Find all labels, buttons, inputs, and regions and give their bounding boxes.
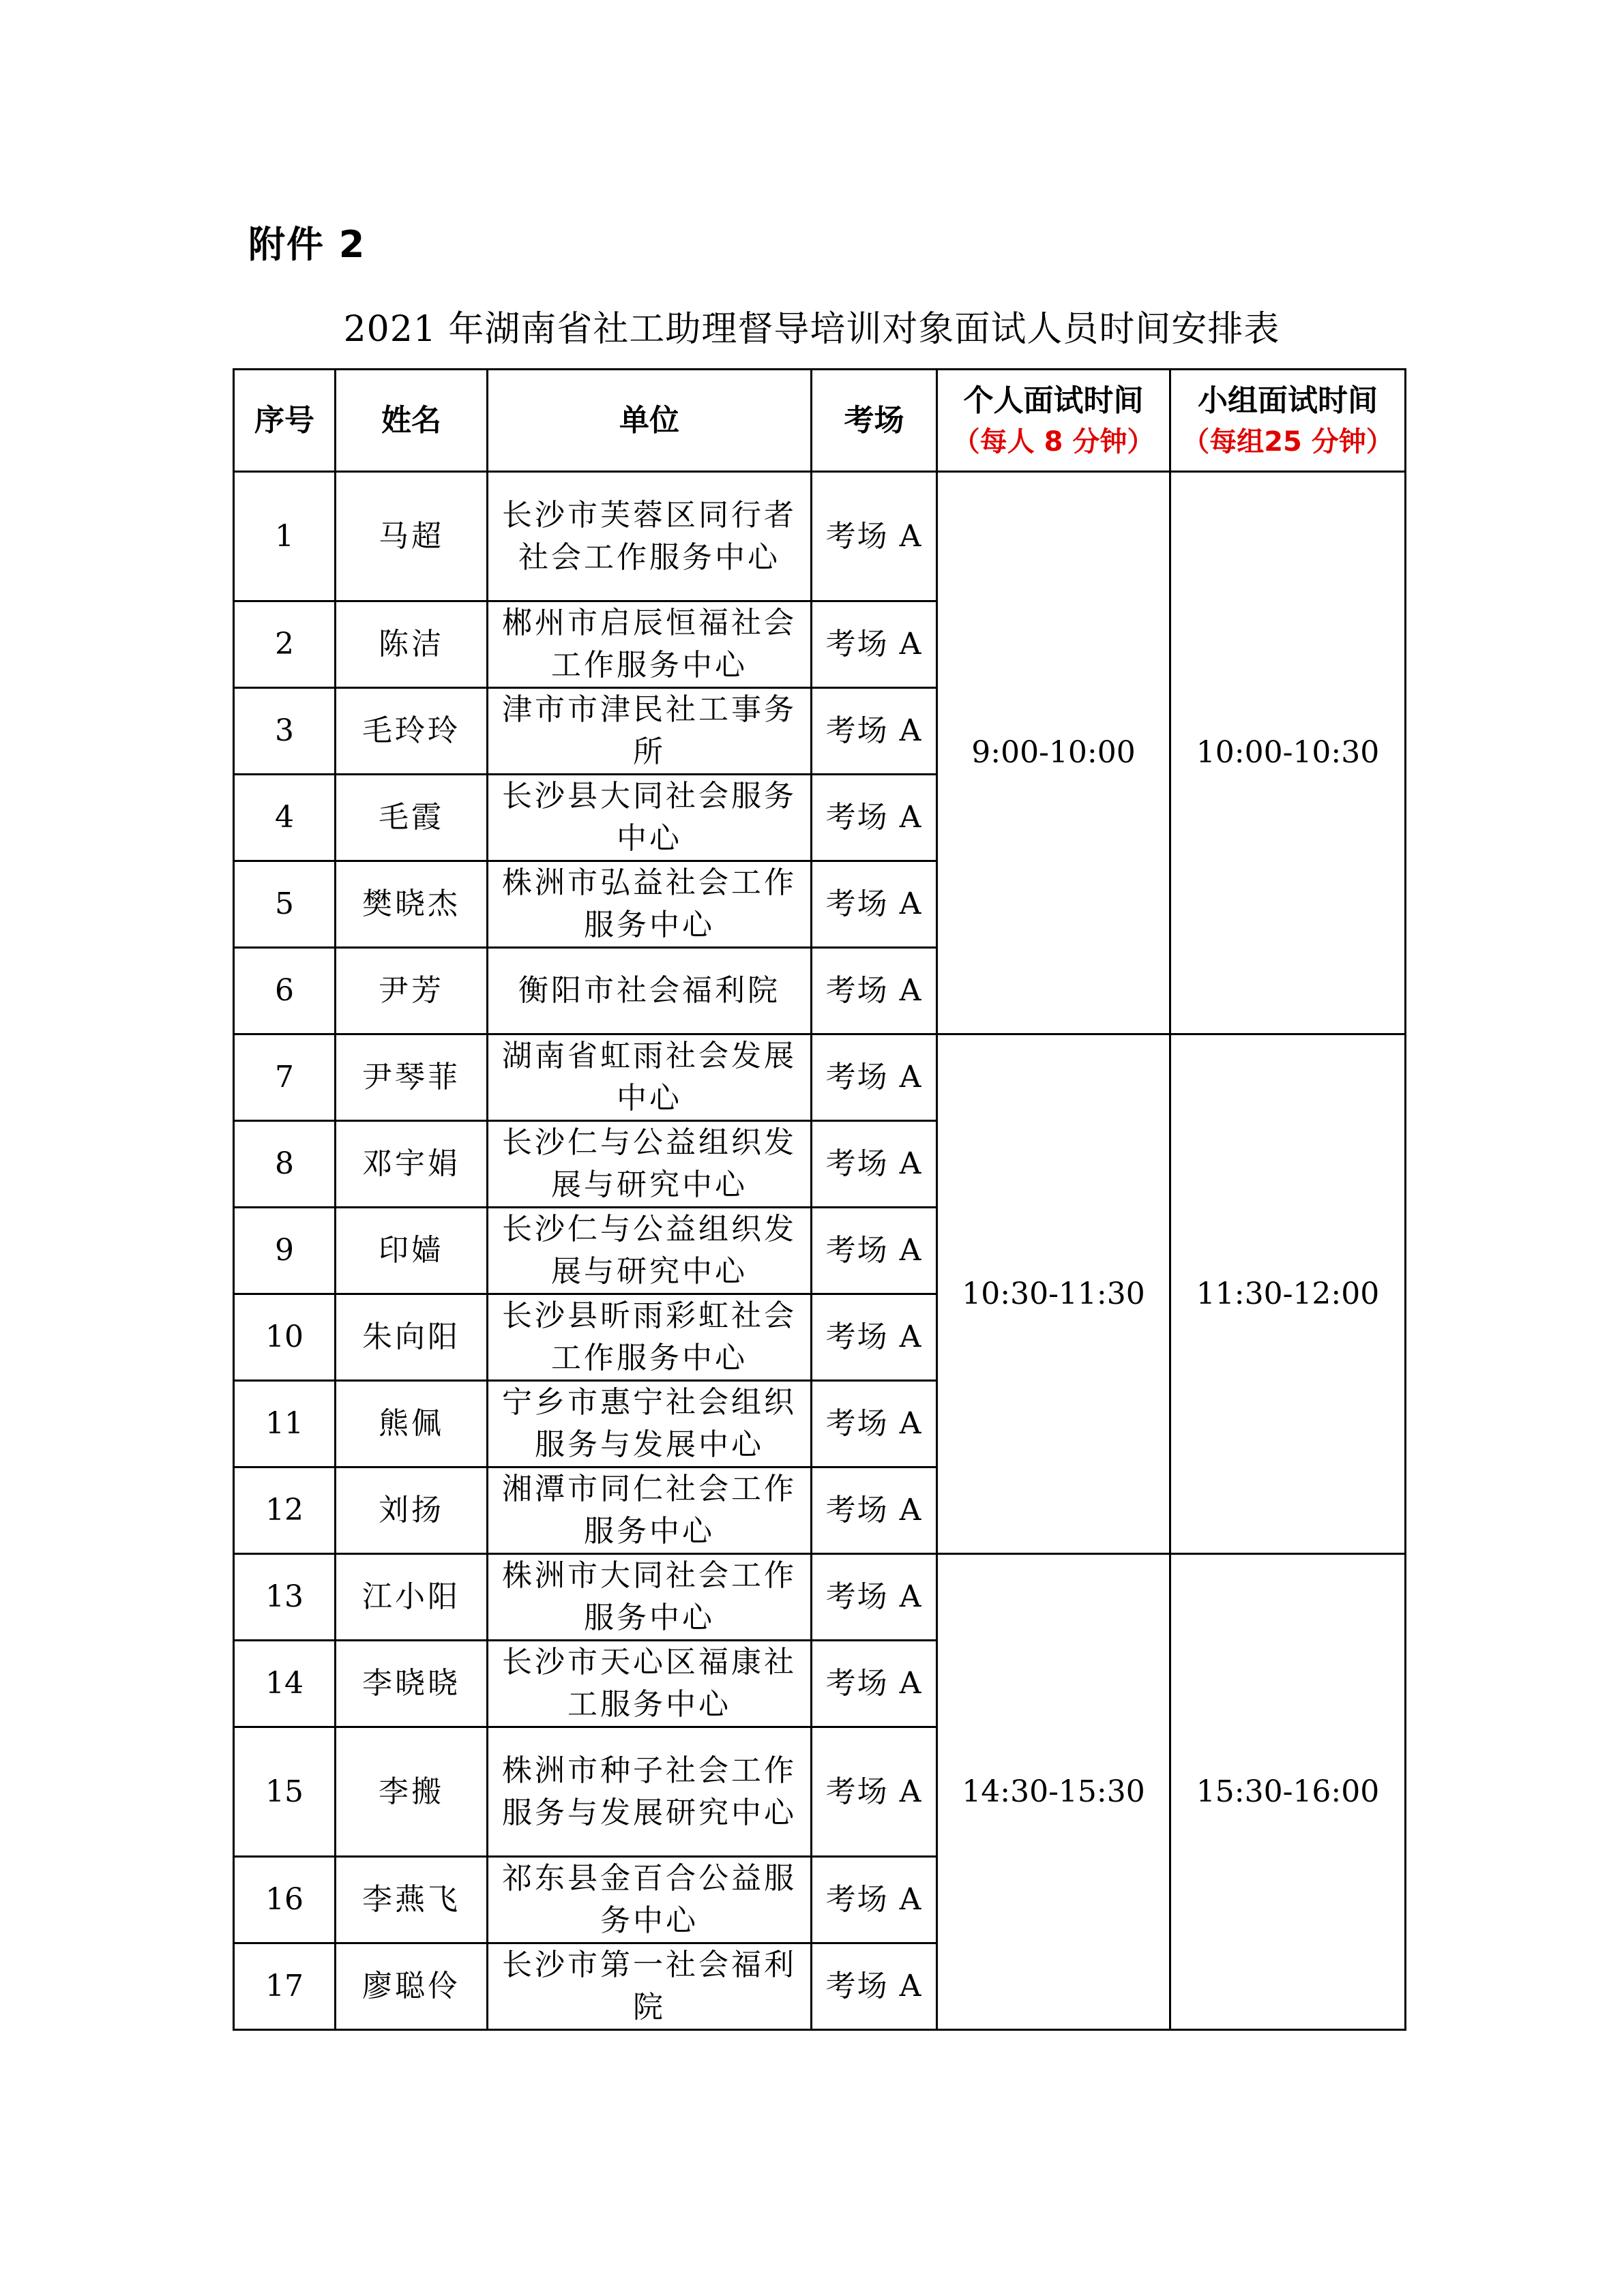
header-name: 姓名 — [336, 370, 488, 472]
cell-room: 考场 A — [812, 601, 937, 688]
cell-name: 尹芳 — [336, 948, 488, 1034]
table-row — [234, 1554, 1406, 1641]
cell-unit: 津市市津民社工事务所 — [488, 688, 812, 775]
cell-unit: 湖南省虹雨社会发展中心 — [488, 1034, 812, 1121]
cell-name: 毛霞 — [336, 775, 488, 861]
cell-unit: 长沙市芙蓉区同行者社会工作服务中心 — [488, 472, 812, 601]
cell-unit: 株洲市弘益社会工作服务中心 — [488, 861, 812, 948]
cell-name: 樊晓杰 — [336, 861, 488, 948]
cell-seq: 15 — [234, 1727, 336, 1857]
cell-unit: 株洲市种子社会工作服务与发展研究中心 — [488, 1727, 812, 1857]
cell-seq: 6 — [234, 948, 336, 1034]
header-group-note: （每组25 分钟） — [1182, 426, 1393, 458]
cell-room: 考场 A — [812, 472, 937, 601]
cell-room: 考场 A — [812, 948, 937, 1034]
cell-seq: 8 — [234, 1121, 336, 1208]
cell-name: 印嫱 — [336, 1208, 488, 1294]
cell-room: 考场 A — [812, 1554, 937, 1641]
cell-name: 江小阳 — [336, 1554, 488, 1641]
cell-seq: 14 — [234, 1641, 336, 1727]
cell-group-time: 15:30-16:00 — [1170, 1554, 1406, 2030]
cell-name: 邓宇娟 — [336, 1121, 488, 1208]
cell-room: 考场 A — [812, 688, 937, 775]
cell-name: 尹琴菲 — [336, 1034, 488, 1121]
cell-unit: 湘潭市同仁社会工作服务中心 — [488, 1467, 812, 1554]
cell-name: 朱向阳 — [336, 1294, 488, 1381]
cell-seq: 17 — [234, 1943, 336, 2030]
cell-unit: 长沙县昕雨彩虹社会工作服务中心 — [488, 1294, 812, 1381]
cell-group-time: 11:30-12:00 — [1170, 1034, 1406, 1554]
cell-room: 考场 A — [812, 1381, 937, 1467]
cell-unit: 长沙市天心区福康社工服务中心 — [488, 1641, 812, 1727]
cell-seq: 16 — [234, 1857, 336, 1943]
cell-seq: 12 — [234, 1467, 336, 1554]
cell-name: 李燕飞 — [336, 1857, 488, 1943]
cell-room: 考场 A — [812, 1727, 937, 1857]
header-individual-note: （每人 8 分钟） — [952, 426, 1155, 458]
header-row — [234, 370, 1406, 472]
cell-room: 考场 A — [812, 1294, 937, 1381]
cell-room: 考场 A — [812, 1641, 937, 1727]
header-individual-time — [937, 370, 1170, 472]
header-group-time-label: 小组面试时间 — [1198, 383, 1378, 418]
cell-room: 考场 A — [812, 1467, 937, 1554]
cell-room: 考场 A — [812, 1121, 937, 1208]
cell-seq: 7 — [234, 1034, 336, 1121]
header-individual-time-label: 个人面试时间 — [963, 383, 1144, 418]
cell-room: 考场 A — [812, 1034, 937, 1121]
cell-seq: 2 — [234, 601, 336, 688]
cell-unit: 长沙仁与公益组织发展与研究中心 — [488, 1208, 812, 1294]
cell-unit: 衡阳市社会福利院 — [488, 948, 812, 1034]
cell-room: 考场 A — [812, 775, 937, 861]
cell-name: 陈洁 — [336, 601, 488, 688]
cell-room: 考场 A — [812, 1857, 937, 1943]
cell-group-time: 10:00-10:30 — [1170, 472, 1406, 1034]
table-row — [234, 472, 1406, 601]
cell-room: 考场 A — [812, 1943, 937, 2030]
cell-unit: 长沙县大同社会服务中心 — [488, 775, 812, 861]
cell-name: 李搬 — [336, 1727, 488, 1857]
header-group-time — [1170, 370, 1406, 472]
cell-seq: 1 — [234, 472, 336, 601]
document-title: 2021 年湖南省社工助理督导培训对象面试人员时间安排表 — [343, 309, 1280, 350]
cell-unit: 郴州市启辰恒福社会工作服务中心 — [488, 601, 812, 688]
schedule-table — [233, 368, 1406, 2031]
cell-name: 毛玲玲 — [336, 688, 488, 775]
cell-name: 廖聪伶 — [336, 1943, 488, 2030]
cell-unit: 长沙市第一社会福利院 — [488, 1943, 812, 2030]
cell-individual-time: 10:30-11:30 — [937, 1034, 1170, 1554]
header-unit: 单位 — [488, 370, 812, 472]
cell-seq: 3 — [234, 688, 336, 775]
cell-seq: 11 — [234, 1381, 336, 1467]
header-seq: 序号 — [234, 370, 336, 472]
cell-name: 刘扬 — [336, 1467, 488, 1554]
header-room: 考场 — [812, 370, 937, 472]
cell-name: 马超 — [336, 472, 488, 601]
cell-seq: 4 — [234, 775, 336, 861]
cell-room: 考场 A — [812, 861, 937, 948]
cell-seq: 13 — [234, 1554, 336, 1641]
table-row — [234, 1034, 1406, 1121]
cell-unit: 长沙仁与公益组织发展与研究中心 — [488, 1121, 812, 1208]
cell-individual-time: 9:00-10:00 — [937, 472, 1170, 1034]
cell-name: 李晓晓 — [336, 1641, 488, 1727]
cell-room: 考场 A — [812, 1208, 937, 1294]
cell-seq: 9 — [234, 1208, 336, 1294]
attachment-label: 附件 2 — [248, 223, 366, 266]
cell-unit: 祁东县金百合公益服务中心 — [488, 1857, 812, 1943]
cell-seq: 10 — [234, 1294, 336, 1381]
cell-unit: 株洲市大同社会工作服务中心 — [488, 1554, 812, 1641]
cell-seq: 5 — [234, 861, 336, 948]
cell-name: 熊佩 — [336, 1381, 488, 1467]
cell-unit: 宁乡市惠宁社会组织服务与发展中心 — [488, 1381, 812, 1467]
cell-individual-time: 14:30-15:30 — [937, 1554, 1170, 2030]
